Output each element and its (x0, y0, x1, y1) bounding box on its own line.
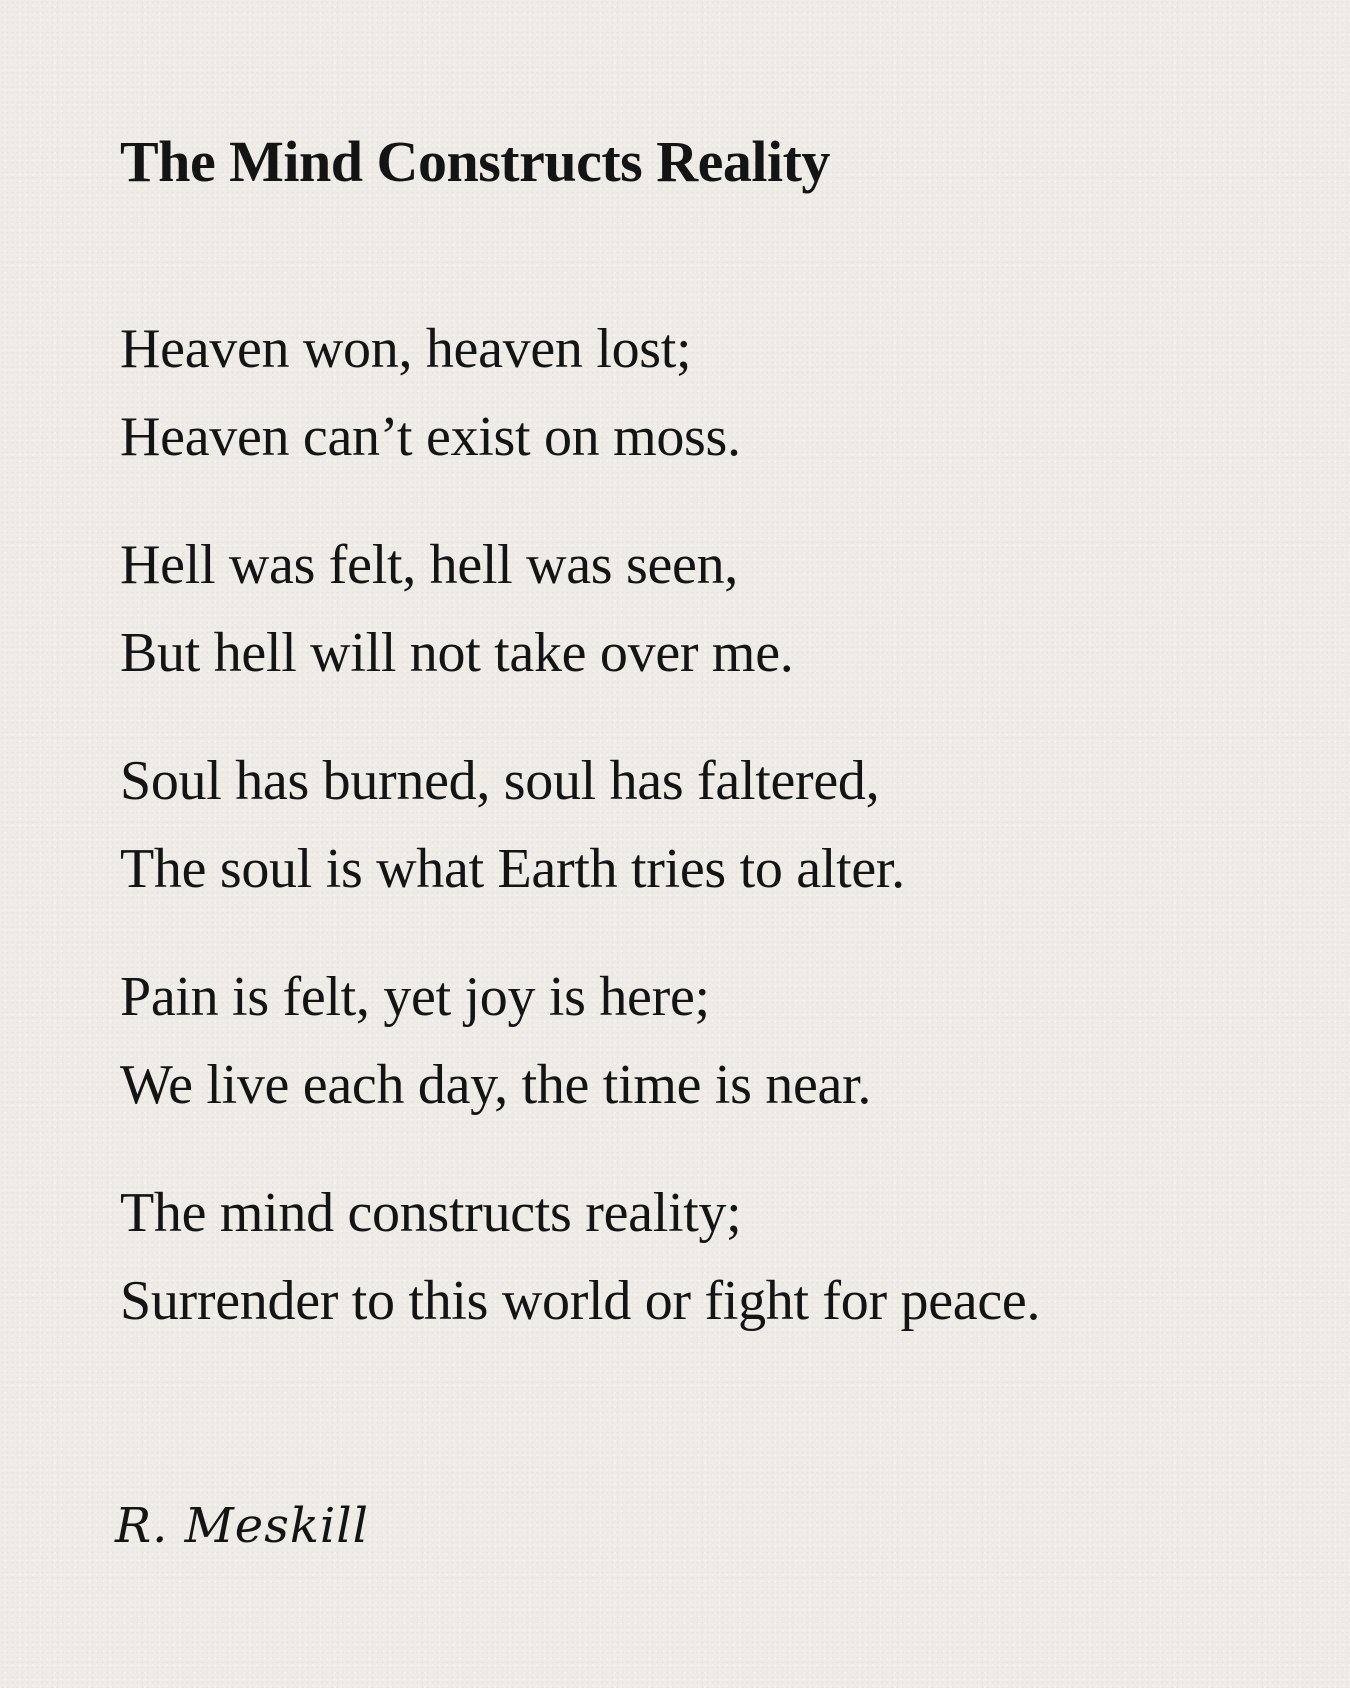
poem-line: Heaven can’t exist on moss. (120, 406, 741, 468)
stanza-2 (120, 521, 1270, 697)
stanza-5 (120, 1169, 1270, 1345)
poem-line: The soul is what Earth tries to alter. (120, 838, 905, 900)
author-signature: R. Meskill (115, 1498, 369, 1554)
poem-line: We live each day, the time is near. (120, 1054, 872, 1116)
poem-line: Pain is felt, yet joy is here; (120, 966, 710, 1028)
poem-title: The Mind Constructs Reality (120, 129, 830, 194)
stanza-4 (120, 953, 1270, 1129)
stanza-3 (120, 737, 1270, 913)
poem-line: Hell was felt, hell was seen, (120, 534, 738, 596)
poem-line: But hell will not take over me. (120, 622, 794, 684)
poem-line: Surrender to this world or fight for peace. (120, 1270, 1041, 1332)
stanza-1 (120, 305, 1270, 481)
poem-body (120, 305, 1270, 1385)
poem-line: The mind constructs reality; (120, 1182, 742, 1244)
poem-line: Soul has burned, soul has faltered, (120, 750, 880, 812)
poem-line: Heaven won, heaven lost; (120, 318, 692, 380)
